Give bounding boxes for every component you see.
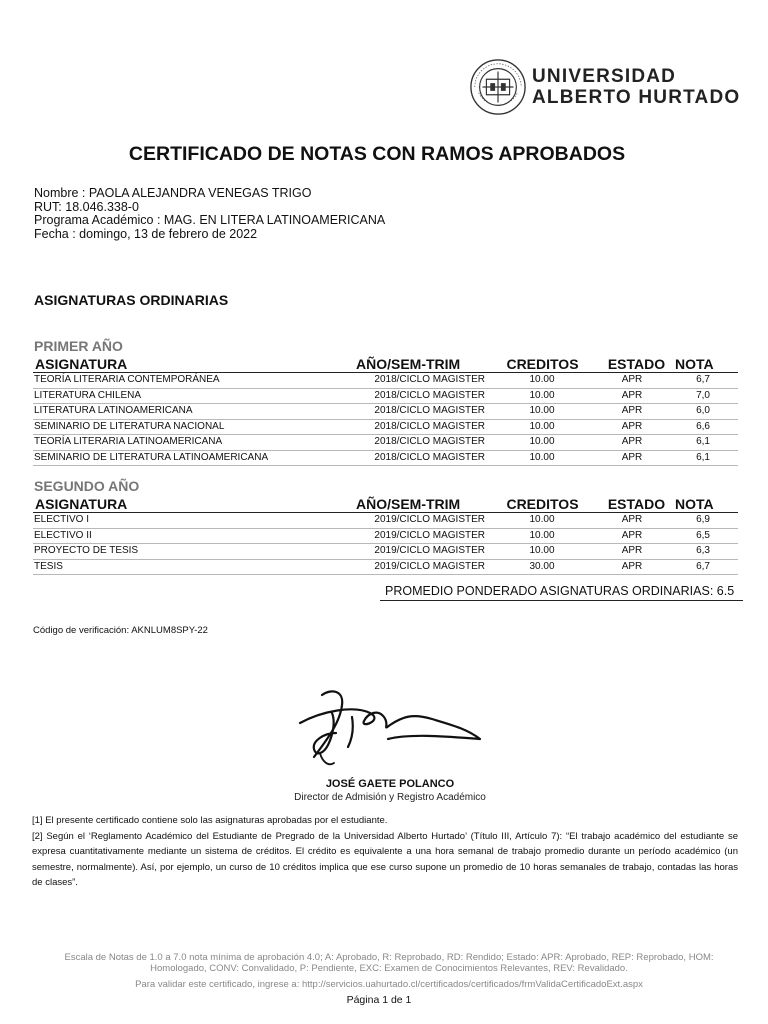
cell-estado: APR xyxy=(590,404,673,420)
cell-nota: 6,3 xyxy=(673,544,738,560)
cell-asignatura: TEORÍA LITERARIA CONTEMPORÁNEA xyxy=(33,373,353,389)
cell-asignatura: TEORÍA LITERARIA LATINOAMERICANA xyxy=(33,435,353,451)
cell-estado: APR xyxy=(590,450,673,466)
cell-estado: APR xyxy=(590,373,673,389)
table-row xyxy=(33,544,738,560)
student-rut: RUT: 18.046.338-0 xyxy=(34,199,139,214)
university-name-line1: UNIVERSIDAD xyxy=(532,66,677,87)
cell-estado: APR xyxy=(590,419,673,435)
table-header-row xyxy=(33,357,738,373)
table-row xyxy=(33,404,738,420)
table-row xyxy=(33,450,738,466)
cell-nota: 6,9 xyxy=(673,513,738,529)
table-row xyxy=(33,373,738,389)
cell-asignatura: ELECTIVO I xyxy=(33,513,353,529)
signer-name: JOSÉ GAETE POLANCO xyxy=(325,778,455,790)
cell-anio: 2018/CICLO MAGISTER xyxy=(353,435,493,451)
university-seal-logo xyxy=(469,58,527,116)
cell-creditos: 10.00 xyxy=(493,450,590,466)
column-header-creditos: CREDITOS xyxy=(506,496,579,512)
cell-anio: 2019/CICLO MAGISTER xyxy=(353,513,493,529)
year-label-2: SEGUNDO AÑO xyxy=(34,478,140,494)
cell-asignatura: TESIS xyxy=(33,559,353,575)
cell-anio: 2018/CICLO MAGISTER xyxy=(353,388,493,404)
cell-creditos: 10.00 xyxy=(493,419,590,435)
cell-estado: APR xyxy=(590,559,673,575)
cell-asignatura: SEMINARIO DE LITERATURA LATINOAMERICANA xyxy=(33,450,353,466)
cell-creditos: 10.00 xyxy=(493,513,590,529)
year-label-1: PRIMER AÑO xyxy=(34,338,123,354)
signer-role: Director de Admisión y Registro Académico xyxy=(294,792,486,803)
cell-asignatura: LITERATURA CHILENA xyxy=(33,388,353,404)
cell-creditos: 10.00 xyxy=(493,388,590,404)
certificate-date: Fecha : domingo, 13 de febrero de 2022 xyxy=(34,226,258,241)
cell-anio: 2018/CICLO MAGISTER xyxy=(353,404,493,420)
column-header-asignatura: ASIGNATURA xyxy=(35,496,128,512)
column-header-estado: ESTADO xyxy=(607,496,666,512)
signature-image xyxy=(292,683,482,773)
cell-anio: 2018/CICLO MAGISTER xyxy=(353,419,493,435)
cell-nota: 6,1 xyxy=(673,435,738,451)
grading-scale-note: Escala de Notas de 1.0 a 7.0 nota mínima de aprobación 4.0; A: Aprobado, R: Reprobado, RD: Rendido; Estado: APR: Aprobado, REP: Reprobado, HOM: Homologado, CONV: Convalidado, P: Pendiente, EXC: Examen de Conocimientos Relevantes, REV: Revalidado. xyxy=(64,952,714,974)
section-title: ASIGNATURAS ORDINARIAS xyxy=(34,292,229,308)
university-name xyxy=(532,66,740,108)
cell-estado: APR xyxy=(590,528,673,544)
cell-asignatura: PROYECTO DE TESIS xyxy=(33,544,353,560)
cell-asignatura: ELECTIVO II xyxy=(33,528,353,544)
footnote-2: [2] Según el ‘Reglamento Académico del Estudiante de Pregrado de la Universidad Alberto Hurtado’ (Título III, Artículo 7): “El trabajo académico del estudiante se expresa cuantitativamente mediante un sistema de créditos. El crédito es equivalente a una hora semanal de trabajo promedio durante un período académico (un semestre, normalmente). Así, por ejemplo, un curso de 10 créditos implica que ese curso supone un promedio de 10 horas semanales de trabajo, contadas las horas de clases”. xyxy=(32,830,738,888)
cell-anio: 2018/CICLO MAGISTER xyxy=(353,450,493,466)
cell-nota: 7,0 xyxy=(673,388,738,404)
cell-creditos: 30.00 xyxy=(493,559,590,575)
validation-url-note: Para validar este certificado, ingrese a: http://servicios.uahurtado.cl/certificados/certificados/frmValidaCertificadoExt.aspx xyxy=(135,979,643,990)
footnote-1: [1] El presente certificado contiene solo las asignaturas aprobadas por el estudiante. xyxy=(32,815,388,826)
table-header-row xyxy=(33,497,738,513)
table-row xyxy=(33,559,738,575)
column-header-anio: AÑO/SEM-TRIM xyxy=(356,496,461,512)
column-header-creditos: CREDITOS xyxy=(506,356,579,372)
cell-estado: APR xyxy=(590,544,673,560)
column-header-nota: NOTA xyxy=(675,356,714,372)
cell-creditos: 10.00 xyxy=(493,373,590,389)
grades-table-year-2 xyxy=(33,497,738,575)
cell-creditos: 10.00 xyxy=(493,544,590,560)
cell-nota: 6,6 xyxy=(673,419,738,435)
university-name-line2: ALBERTO HURTADO xyxy=(532,87,741,108)
cell-nota: 6,7 xyxy=(673,373,738,389)
page-number: Página 1 de 1 xyxy=(346,994,412,1006)
cell-asignatura: SEMINARIO DE LITERATURA NACIONAL xyxy=(33,419,353,435)
certificate-title: CERTIFICADO DE NOTAS CON RAMOS APROBADOS xyxy=(128,143,626,165)
column-header-nota: NOTA xyxy=(675,496,714,512)
table-row xyxy=(33,419,738,435)
cell-estado: APR xyxy=(590,513,673,529)
cell-estado: APR xyxy=(590,435,673,451)
table-row xyxy=(33,388,738,404)
student-info xyxy=(34,187,385,241)
cell-nota: 6,1 xyxy=(673,450,738,466)
verification-code: Código de verificación: AKNLUM8SPY-22 xyxy=(33,625,208,636)
cell-estado: APR xyxy=(590,388,673,404)
table-row xyxy=(33,528,738,544)
table-row xyxy=(33,513,738,529)
footnotes xyxy=(32,813,738,891)
cell-anio: 2019/CICLO MAGISTER xyxy=(353,559,493,575)
cell-anio: 2018/CICLO MAGISTER xyxy=(353,373,493,389)
cell-anio: 2019/CICLO MAGISTER xyxy=(353,544,493,560)
column-header-estado: ESTADO xyxy=(607,356,666,372)
cell-creditos: 10.00 xyxy=(493,435,590,451)
cell-creditos: 10.00 xyxy=(493,404,590,420)
grades-table-year-1 xyxy=(33,357,738,466)
cell-creditos: 10.00 xyxy=(493,528,590,544)
cell-nota: 6,5 xyxy=(673,528,738,544)
cell-nota: 6,7 xyxy=(673,559,738,575)
column-header-anio: AÑO/SEM-TRIM xyxy=(356,356,461,372)
student-program: Programa Académico : MAG. EN LITERA LATINOAMERICANA xyxy=(34,213,386,228)
weighted-average: PROMEDIO PONDERADO ASIGNATURAS ORDINARIAS: 6.5 xyxy=(380,583,743,601)
cell-asignatura: LITERATURA LATINOAMERICANA xyxy=(33,404,353,420)
cell-anio: 2019/CICLO MAGISTER xyxy=(353,528,493,544)
student-name: Nombre : PAOLA ALEJANDRA VENEGAS TRIGO xyxy=(34,186,312,200)
column-header-asignatura: ASIGNATURA xyxy=(35,356,128,372)
table-row xyxy=(33,435,738,451)
cell-nota: 6,0 xyxy=(673,404,738,420)
